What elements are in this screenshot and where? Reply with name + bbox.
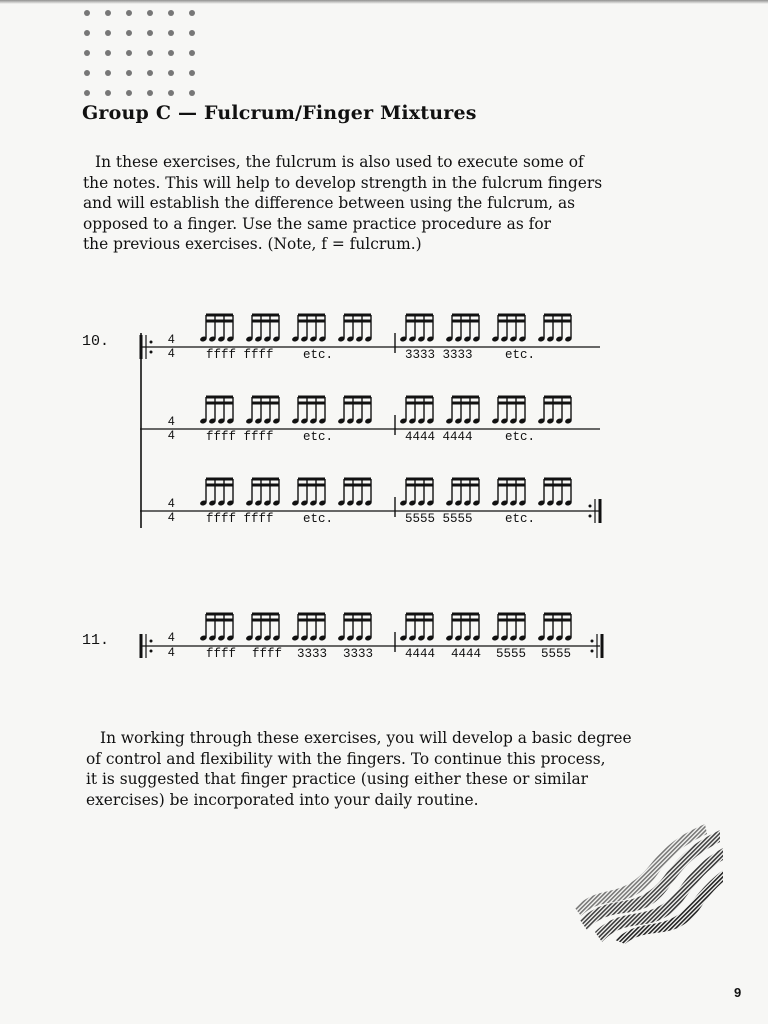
repeat-dot	[589, 505, 592, 508]
sticking-group: 5555	[541, 647, 572, 661]
etc-label: etc.	[303, 348, 334, 362]
etc-label: etc.	[303, 430, 334, 444]
intro-line: opposed to a finger. Use the same practice procedure as for	[83, 214, 551, 233]
closing-paragraph	[86, 728, 686, 810]
etc-label: etc.	[505, 348, 536, 362]
sticking-group: 3333	[297, 647, 328, 661]
closing-line: exercises) be incorporated into your daily routine.	[86, 790, 479, 809]
time-sig-bottom: 4	[168, 428, 175, 442]
repeat-dot	[150, 351, 153, 354]
time-sig-top: 4	[168, 332, 175, 346]
repeat-dot	[150, 650, 153, 653]
closing-line: In working through these exercises, you will develop a basic degree	[100, 729, 632, 747]
sticking-right: 4444 4444	[405, 430, 473, 444]
repeat-dot	[150, 341, 153, 344]
time-sig-bottom: 4	[168, 346, 175, 360]
closing-line: it is suggested that finger practice (using either these or similar	[86, 770, 589, 788]
repeat-dot	[150, 640, 153, 643]
intro-line: and will establish the difference between using the fulcrum, as	[83, 194, 576, 212]
repeat-dot	[591, 640, 594, 643]
time-sig-bottom: 4	[168, 510, 175, 524]
time-sig-top: 4	[168, 630, 175, 644]
intro-line: the notes. This will help to develop strength in the fulcrum fingers	[83, 173, 603, 192]
etc-label: etc.	[505, 430, 536, 444]
exercise-10-number: 10.	[82, 333, 110, 350]
sticking-left: ffff ffff	[206, 348, 274, 362]
etc-label: etc.	[505, 512, 536, 526]
sticking-right: 5555 5555	[405, 512, 473, 526]
time-sig-top: 4	[168, 496, 175, 510]
sticking-group: 3333	[343, 647, 374, 661]
sticking-group: 5555	[496, 647, 527, 661]
time-sig-top: 4	[168, 414, 175, 428]
sticking-group: ffff	[252, 647, 283, 661]
sticking-left: ffff ffff	[206, 512, 274, 526]
page-number: 9	[734, 985, 742, 1000]
sticking-group: ffff	[206, 647, 237, 661]
section-heading: Group C — Fulcrum/Finger Mixtures	[82, 102, 477, 124]
exercise-11-number: 11.	[82, 632, 110, 649]
sticking-left: ffff ffff	[206, 430, 274, 444]
sticking-group: 4444	[451, 647, 482, 661]
intro-line: the previous exercises. (Note, f = fulcrum.)	[83, 235, 422, 253]
intro-line: In these exercises, the fulcrum is also used to execute some of	[95, 153, 584, 171]
time-sig-bottom: 4	[168, 645, 175, 659]
sticking-group: 4444	[405, 647, 436, 661]
repeat-dot	[589, 515, 592, 518]
sticking-right: 3333 3333	[405, 348, 473, 362]
wave-logo-graphic	[575, 820, 725, 945]
closing-line: of control and flexibility with the fingers. To continue this process,	[86, 749, 606, 768]
repeat-dot	[591, 650, 594, 653]
etc-label: etc.	[303, 512, 334, 526]
